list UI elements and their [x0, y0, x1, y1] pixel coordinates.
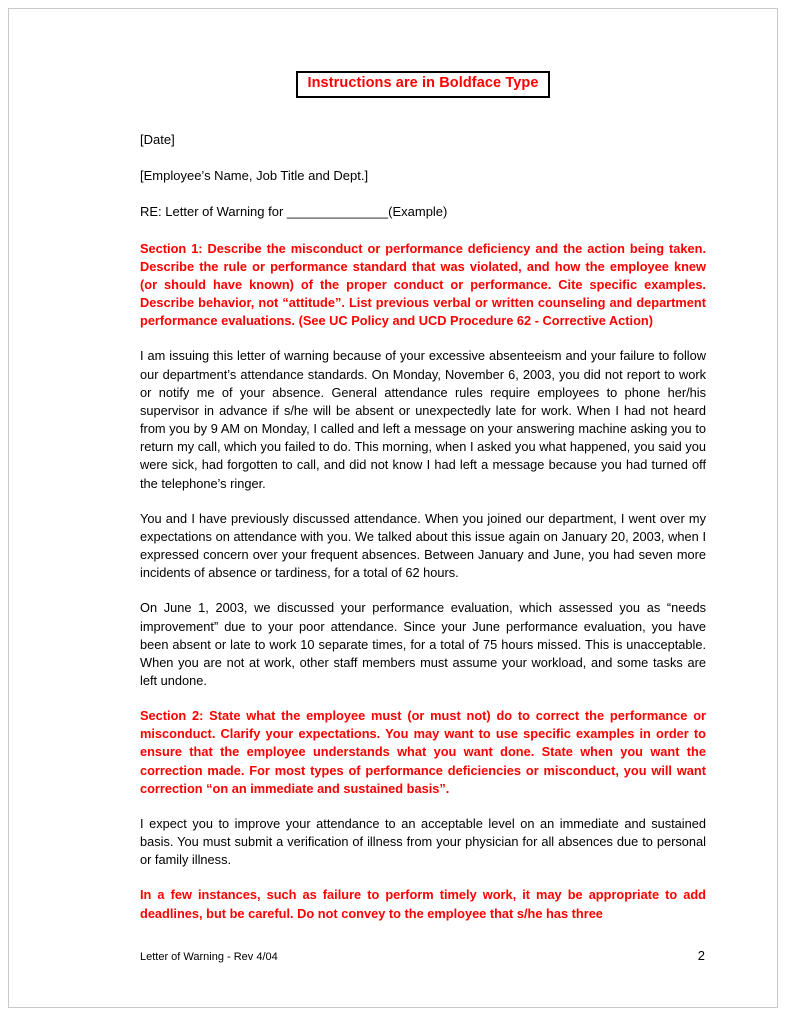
employee-info-placeholder-line: [Employee’s Name, Job Title and Dept.] — [140, 168, 369, 184]
page-footer — [140, 948, 705, 963]
section-2-instructions: Section 2: State what the employee must (or must not) do to correct the performance or misconduct. Clarify your expectations. You may want to use specific examples in order to ensure that the employee understands what you want done. State when you want the correction made. For most types of performance deficiencies or misconduct, you will want correction “on an immediate and sustained basis”. — [140, 708, 706, 796]
document-page — [8, 8, 778, 1008]
body-paragraph-3: On June 1, 2003, we discussed your performance evaluation, which assessed you as “needs improvement” due to your poor attendance. Since your June performance evaluation, you have been absent or late to work 10 separate times, for a total of 75 hours missed. This is unacceptable. When you are not at work, other staff members must assume your workload, and some tasks are left undone. — [140, 600, 706, 688]
closing-instructions: In a few instances, such as failure to perform timely work, it may be appropriate to add deadlines, but be careful. Do not convey to the employee that s/he has three — [140, 887, 706, 921]
body-paragraph-1: I am issuing this letter of warning because of your excessive absenteeism and your failure to follow our department’s attendance standards. On Monday, November 6, 2003, you did not report to work or notify me of your absence. General attendance rules require employees to phone her/his supervisor in advance if s/he will be absent or unexpectedly late for work. When I had not heard from you by 9 AM on Monday, I called and left a message on your answering machine asking you to return my call, which you failed to do. This morning, when I asked you what happened, you said you were sick, had forgotten to call, and did not know I had left a message because you had turned off the telephone’s ringer. — [140, 348, 706, 491]
instructions-banner: Instructions are in Boldface Type — [296, 71, 549, 98]
section-1-instructions: Section 1: Describe the misconduct or performance deficiency and the action being taken. Describe the rule or performance standard that was violated, and how the employee knew (or should have known) of the proper conduct or performance. Cite specific examples. Describe behavior, not “attitude”. List previous verbal or written counseling and department performance evaluations. (See UC Policy and UCD Procedure 62 - Corrective Action) — [140, 240, 706, 329]
body-paragraph-2: You and I have previously discussed attendance. When you joined our department, I went over my expectations on attendance with you. We talked about this issue again on January 20, 2003, when I expressed concern over your frequent absences. Between January and June, you had seven more incidents of absence or tardiness, for a total of 62 hours. — [140, 510, 706, 581]
footer-document-label: Letter of Warning - Rev 4/04 — [140, 951, 278, 963]
document-content — [140, 71, 706, 923]
body-paragraph-4: I expect you to improve your attendance to an acceptable level on an immediate and sustained basis. You must submit a verification of illness from your physician for all absences due to personal or family illness. — [140, 815, 706, 868]
instructions-banner-container — [140, 71, 706, 98]
re-subject-line: RE: Letter of Warning for ______________(Example) — [140, 204, 448, 220]
footer-page-number: 2 — [697, 948, 705, 963]
date-placeholder-line: [Date] — [140, 131, 175, 147]
